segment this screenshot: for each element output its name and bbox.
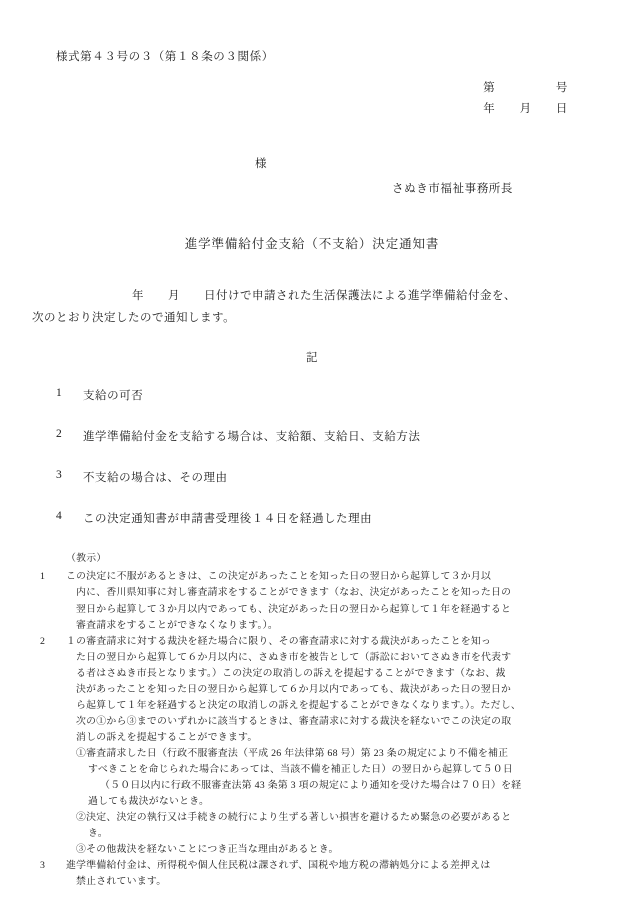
clause-item: [32, 510, 598, 526]
instruction-sub-list: [66, 746, 598, 858]
instruction-line: 次の①から③までのいずれかに該当するときは、審査請求に対する裁決を経ないでこの決定の取: [76, 715, 512, 727]
instruction-line: る者はさぬき市長となります。）この決定の取消しの訴えを提起することができます（なお、裁: [76, 667, 506, 679]
instruction-line: １の審査請求に対する裁決を経た場合に限り、その審査請求に対する裁決があったことを知っ: [66, 635, 492, 647]
instruction-body: [66, 634, 598, 859]
clause-number: 1: [56, 387, 63, 400]
clause-text: 進学準備給付金を支給する場合は、支給額、支給日、支給方法: [83, 431, 421, 444]
instruction-line: 審査請求をすることができなくなります。）。: [76, 619, 278, 631]
instruction-line: 翌日から起算して３か月以内であっても、決定があった日の翌日から起算して１年を経過すると: [76, 603, 512, 615]
clause-item: [32, 469, 598, 485]
clause-item: [32, 387, 598, 403]
instruction-sub-item-3: [66, 842, 598, 858]
clause-text: 不支給の場合は、その理由: [83, 472, 228, 485]
instruction-number: 2: [40, 635, 46, 647]
instruction-number: 3: [40, 860, 46, 872]
lead-line-1: 年 月 日付けで申請された生活保護法による進学準備給付金を、: [132, 289, 516, 302]
instruction-line: 消しの訴えを提起することができます。: [76, 731, 258, 743]
instruction-line: た日の翌日から起算して６か月以内に、さぬき市を被告として（訴訟においてさぬき市を代表す: [76, 651, 512, 663]
sub-item-line: ②決定、決定の執行又は手続きの続行により生ずる著しい損害を避けるため緊急の必要があると: [76, 812, 512, 824]
instruction-item-3: [32, 858, 598, 890]
instruction-line: 内に、香川県知事に対し審査請求をすることができます（なお、決定があったことを知った日の: [76, 587, 512, 599]
instructions-heading: （教示）: [66, 553, 107, 565]
sub-item-line: き。: [88, 828, 108, 840]
sub-item-line: （５０日以内に行政不服審査法第 43 条第 3 項の規定により通知を受けた場合は７０日）を経: [100, 780, 522, 792]
sub-item-line: ③その他裁決を経ないことにつき正当な理由があるとき。: [76, 844, 339, 856]
document-meta: [32, 78, 598, 121]
sub-item-line: すべきことを命じられた場合にあっては、当該不備を補正した日）の翌日から起算して５０日: [88, 763, 513, 775]
instruction-line: 決があったことを知った日の翌日から起算して６か月以内であっても、裁決があった日の翌日か: [76, 683, 512, 695]
instruction-line: 進学準備給付金は、所得税や個人住民税は課されず、国税や地方税の滞納処分による差押えは: [66, 860, 491, 872]
clause-number: 3: [56, 469, 63, 482]
sub-item-line: ①審査請求した日（行政不服審査法（平成 26 年法律第 68 号）第 23 条の規定により不備を補正: [76, 747, 509, 759]
clause-item: [32, 428, 598, 444]
document-date-line: 年 月 日: [483, 103, 568, 116]
instruction-line: 禁止されています。: [76, 876, 167, 888]
clause-number: 4: [56, 510, 63, 523]
document-number-line: 第 号: [483, 82, 568, 94]
form-number: 様式第４３号の３（第１８条の３関係）: [56, 51, 274, 63]
instruction-body: [66, 858, 598, 890]
document-title: 進学準備給付金支給（不支給）決定通知書: [184, 236, 440, 251]
instruction-item-1: [32, 569, 598, 633]
issuer-line: さぬき市福祉事務所長: [392, 182, 513, 195]
clause-text: 支給の可否: [83, 390, 144, 403]
instruction-number: 1: [40, 571, 46, 583]
clause-list: [32, 387, 598, 526]
clause-number: 2: [56, 428, 63, 441]
instructions-section: [32, 551, 598, 890]
lead-line-2: 次のとおり決定したので通知します。: [32, 311, 236, 324]
sub-item-line: 過しても裁決がないとき。: [88, 796, 210, 808]
instruction-item-2: [32, 634, 598, 859]
instruction-sub-item-2: [66, 810, 598, 842]
instruction-sub-item-1: [66, 746, 598, 810]
clause-text: この決定通知書が申請書受理後１４日を経過した理由: [83, 513, 373, 526]
lead-paragraph: [32, 285, 598, 330]
instruction-line: この決定に不服があるときは、この決定があったことを知った日の翌日から起算して３か月以: [66, 571, 492, 583]
addressee-line: 様: [255, 157, 268, 170]
ki-marker: 記: [305, 352, 319, 365]
instruction-line: ら起算して１年を経過すると決定の取消しの訴えを提起することができなくなります。）。ただし、: [76, 699, 521, 711]
instruction-body: [66, 569, 598, 633]
